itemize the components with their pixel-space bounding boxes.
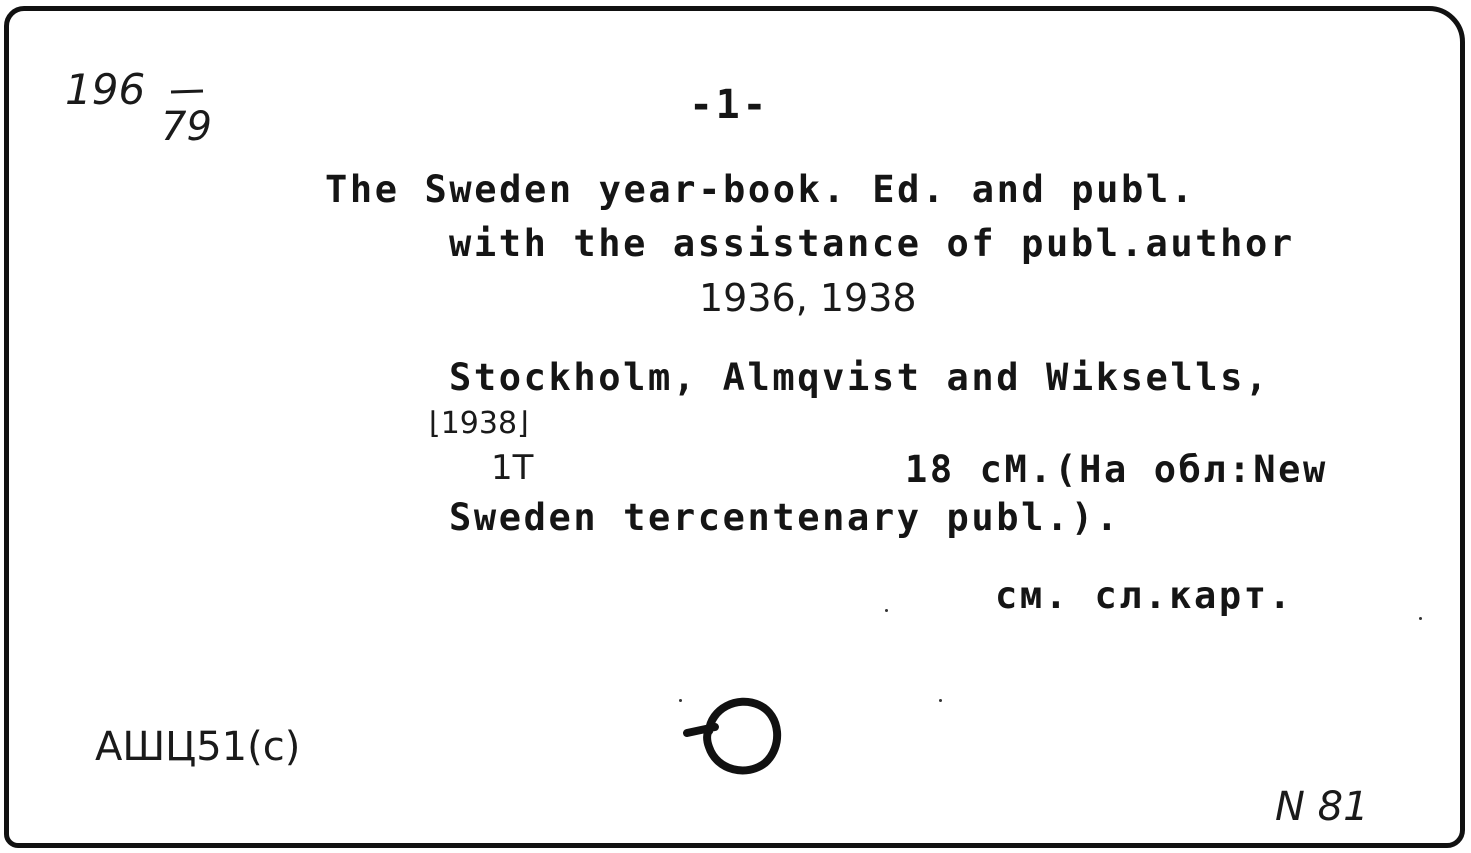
card-number: N 81 (1275, 784, 1369, 830)
catalog-card (4, 6, 1465, 848)
ink-speck (885, 609, 888, 612)
years-handwritten: 1936, 1938 (699, 276, 917, 320)
volume-handwritten: 1T (491, 448, 534, 488)
series-line: Sweden tercentenary publ.). (449, 496, 1121, 539)
imprint-year-handwritten: ⌊1938⌋ (429, 406, 529, 441)
ink-speck (939, 699, 942, 702)
size-note: 18 cM.(Ha обл:New (905, 448, 1328, 491)
shelf-mark: АШЦ51(с) (95, 724, 301, 770)
title-line-2: with the assistance of publ.author (449, 222, 1295, 265)
call-number-top: 196 (65, 65, 146, 114)
ink-speck (1419, 617, 1422, 620)
library-stamp-circle (681, 687, 791, 787)
imprint-line-1: Stockholm, Almqvist and Wiksells, (449, 356, 1270, 399)
title-line-1: The Sweden year-book. Ed. and publ. (325, 168, 1196, 211)
ink-speck (679, 699, 682, 702)
see-next-card: cм. cл.карт. (995, 574, 1294, 617)
call-number-bottom: 79 (161, 104, 212, 150)
page-marker: -1- (689, 82, 770, 128)
call-number-divider (169, 87, 209, 97)
